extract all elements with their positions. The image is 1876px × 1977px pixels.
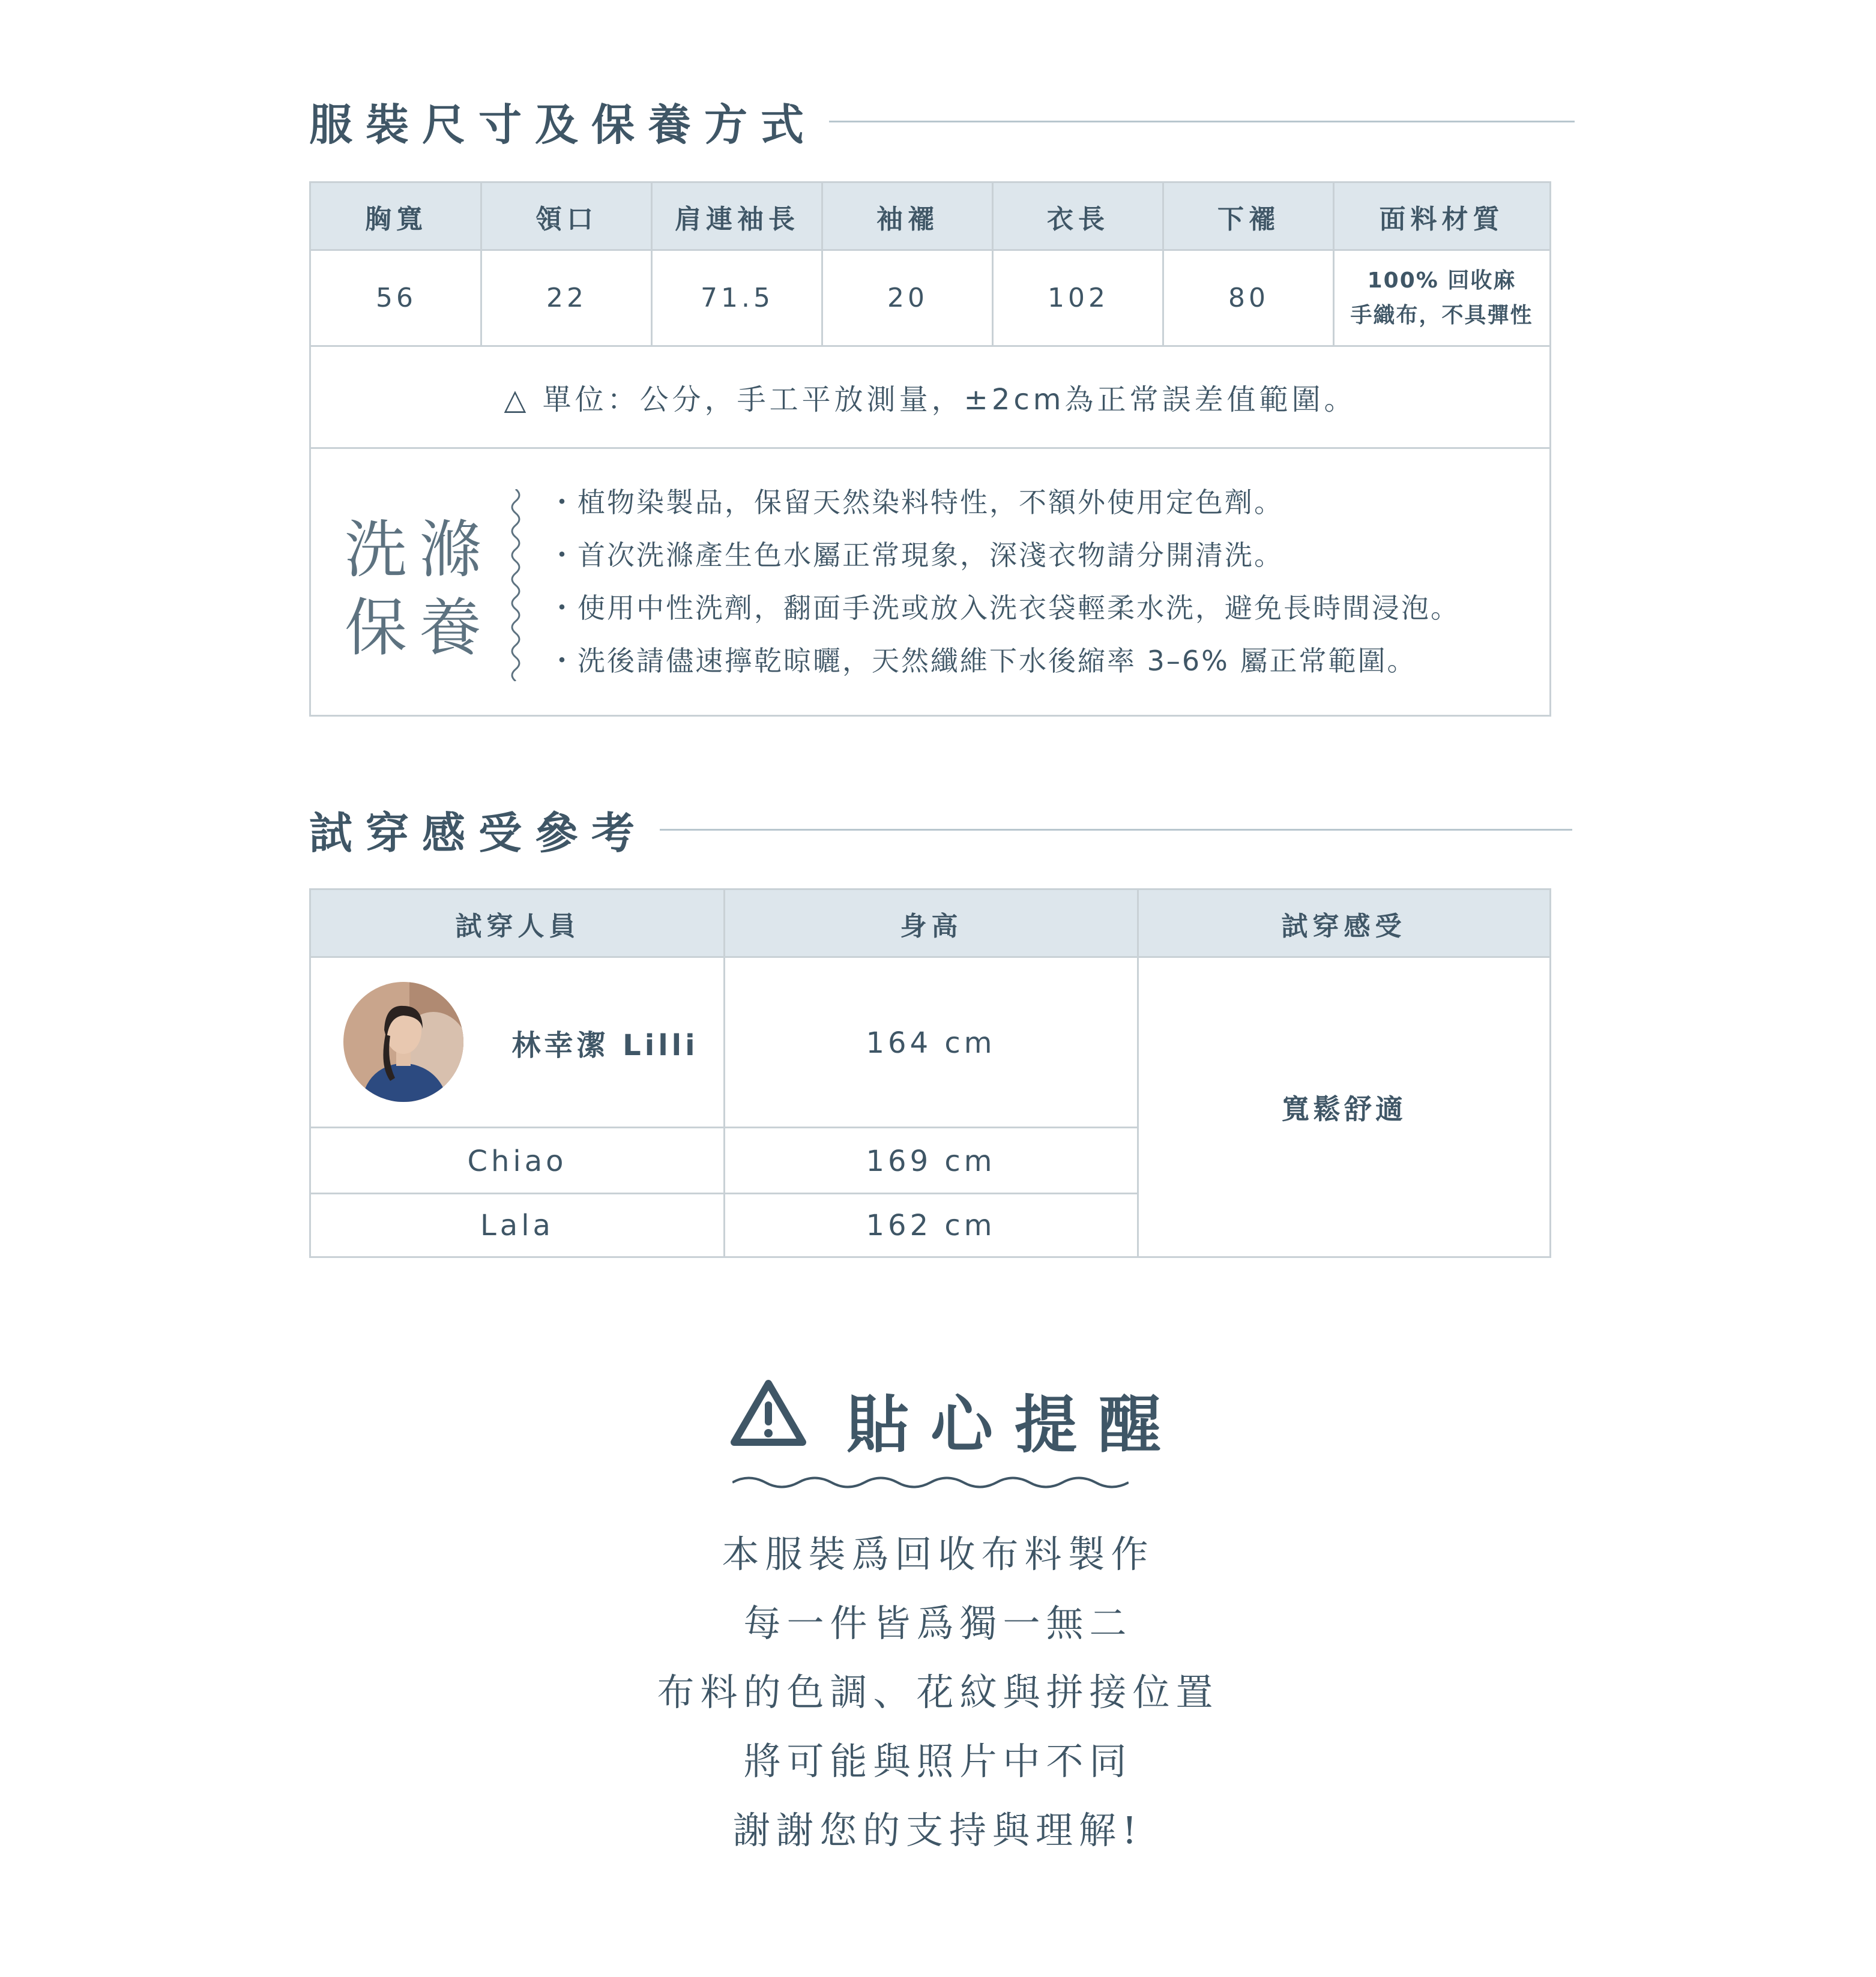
size-header-chest: 胸寬 (311, 183, 481, 250)
section-rule (660, 829, 1572, 831)
size-value-cuff: 20 (887, 283, 928, 313)
care-item: ・植物染製品，保留天然染料特性，不額外使用定色劑。 (548, 486, 1283, 519)
fitting-name: Lala (480, 1208, 554, 1242)
divider (311, 447, 1549, 449)
size-header-neck: 領口 (481, 183, 652, 250)
section-rule (829, 121, 1575, 122)
size-value-sleeve-length: 71.5 (701, 283, 774, 313)
notice-title: 貼心提醒 (846, 1388, 1183, 1461)
unit-note: △ 單位：公分，手工平放測量，±2cm為正常誤差值範圍。 (504, 383, 1357, 417)
fitting-height: 169 cm (866, 1144, 996, 1178)
care-item: ・首次洗滌產生色水屬正常現象，深淺衣物請分開清洗。 (548, 539, 1283, 571)
divider (1333, 183, 1335, 345)
warning-triangle-icon (729, 1377, 807, 1449)
wavy-divider-icon (507, 489, 525, 681)
fitting-name: 林幸潔 Lilli (511, 1029, 699, 1062)
care-item: ・洗後請儘速擰乾晾曬，天然纖維下水後縮率 3–6% 屬正常範圍。 (548, 645, 1417, 677)
care-item: ・使用中性洗劑，翻面手洗或放入洗衣袋輕柔水洗，避免長時間浸泡。 (548, 592, 1460, 624)
size-header-hem: 下襬 (1163, 183, 1334, 250)
size-header-length: 衣長 (993, 183, 1163, 250)
size-value-length: 102 (1048, 283, 1109, 313)
divider (651, 183, 653, 345)
material-line-2: 手織布，不具彈性 (1350, 302, 1533, 328)
notice-line: 謝謝您的支持與理解! (733, 1808, 1143, 1852)
size-value-neck: 22 (546, 283, 587, 313)
care-title-line-1: 洗滌 (345, 513, 494, 586)
notice-line: 每一件皆爲獨一無二 (743, 1601, 1133, 1645)
fitting-name: Chiao (467, 1144, 567, 1178)
size-value-chest: 56 (376, 283, 417, 313)
size-value-material (1334, 251, 1549, 345)
material-line-1: 100% 回收麻 (1367, 268, 1516, 293)
fitting-header-person: 試穿人員 (311, 890, 725, 957)
size-header-cuff: 袖襬 (822, 183, 993, 250)
size-value-hem: 80 (1228, 283, 1269, 313)
notice-line: 布料的色調、花紋與拼接位置 (657, 1670, 1219, 1714)
size-table (309, 181, 1551, 717)
fitting-table (309, 888, 1551, 1258)
fitting-feeling: 寬鬆舒適 (1282, 1092, 1407, 1125)
fitting-header-feeling: 試穿感受 (1138, 890, 1549, 957)
fitting-height: 164 cm (866, 1026, 996, 1060)
notice-line: 本服裝爲回收布料製作 (722, 1532, 1154, 1576)
section-title: 試穿感受參考 (309, 808, 648, 858)
section-title: 服裝尺寸及保養方式 (309, 100, 818, 150)
care-title (345, 511, 493, 667)
wave-divider-icon (732, 1473, 1129, 1491)
size-header-material: 面料材質 (1334, 183, 1549, 250)
divider (821, 183, 823, 345)
divider (992, 183, 994, 345)
fitting-header-height: 身高 (725, 890, 1138, 957)
divider (480, 183, 482, 345)
care-list (548, 476, 1460, 687)
size-care-heading (309, 90, 1575, 152)
size-header-sleeve-length: 肩連袖長 (652, 183, 822, 250)
care-title-line-2: 保養 (345, 591, 494, 664)
notice-line: 將可能與照片中不同 (743, 1739, 1133, 1783)
avatar (343, 982, 463, 1102)
fitting-heading (309, 798, 1572, 861)
divider (1162, 183, 1164, 345)
fitting-height: 162 cm (866, 1208, 996, 1242)
